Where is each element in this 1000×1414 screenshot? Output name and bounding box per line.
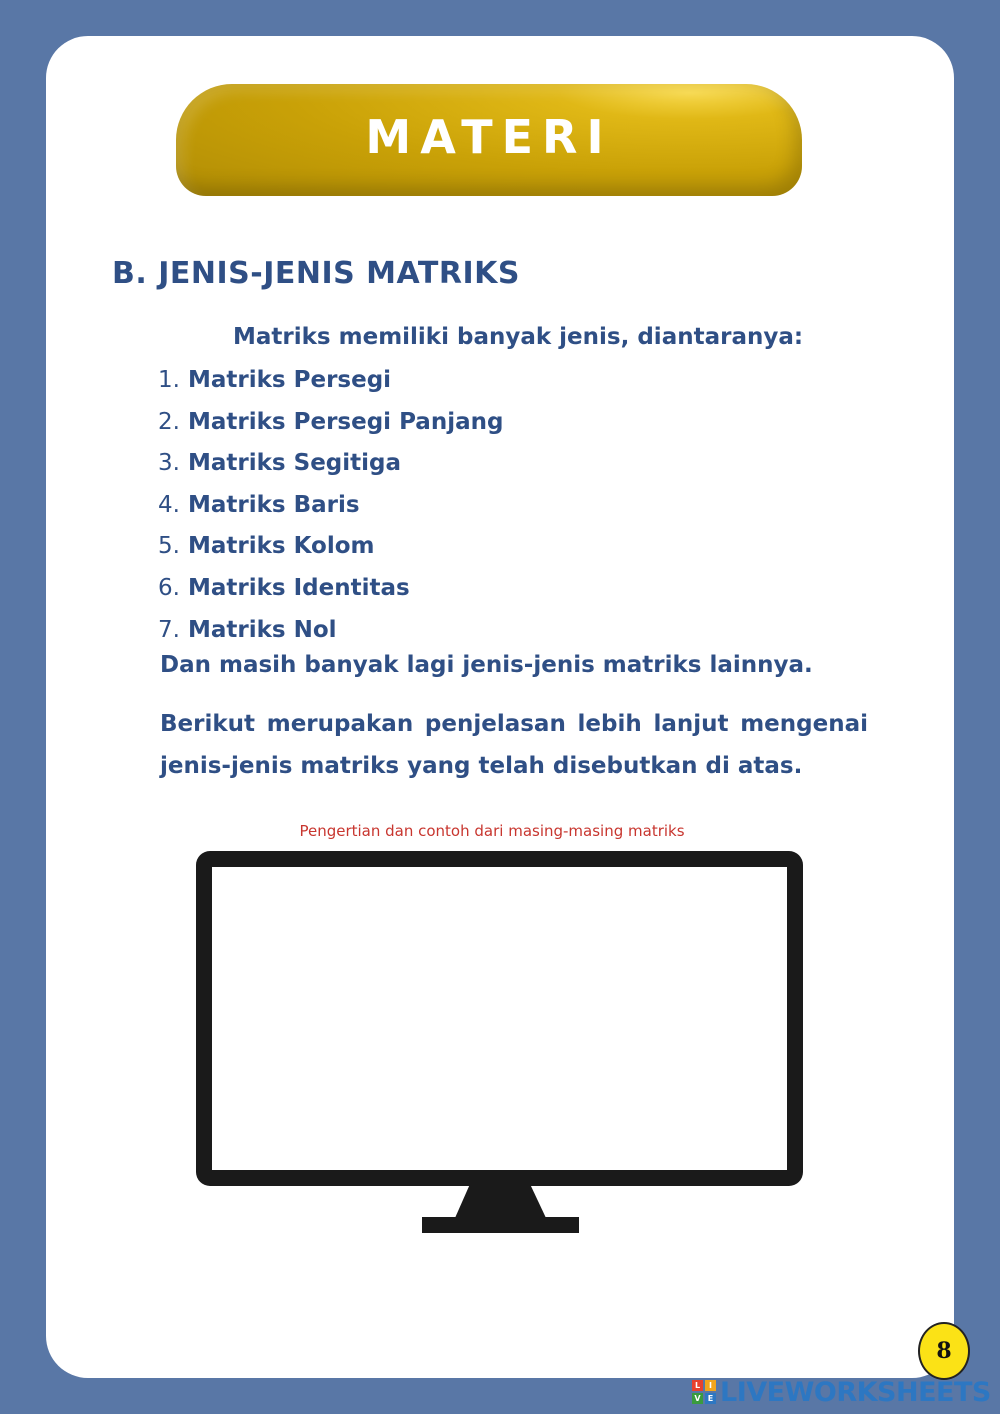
page-number-badge: 8: [918, 1322, 970, 1380]
list-label: Matriks Identitas: [188, 574, 410, 601]
monitor-stand-icon: [422, 1184, 579, 1234]
more-types-note: Dan masih banyak lagi jenis-jenis matriks lainnya.: [160, 652, 813, 678]
banner-title: MATERI: [365, 110, 613, 164]
liveworksheets-logo-icon: [692, 1380, 716, 1404]
list-number: 4.: [158, 491, 180, 518]
list-item: [158, 530, 503, 572]
monitor-screen[interactable]: [196, 851, 803, 1186]
matrix-types-list: [158, 364, 503, 655]
list-number: 3.: [158, 450, 180, 477]
list-item: [158, 406, 503, 448]
list-label: Matriks Persegi: [188, 367, 392, 393]
list-item: [158, 447, 503, 489]
logo-letter: I: [705, 1380, 716, 1391]
list-item: [158, 572, 503, 614]
list-label: Matriks Persegi Panjang: [188, 408, 504, 435]
section-heading: B. JENIS-JENIS MATRIKS: [112, 256, 520, 291]
liveworksheets-watermark[interactable]: [692, 1376, 991, 1408]
list-number: 5.: [158, 533, 180, 560]
list-label: Matriks Segitiga: [188, 450, 401, 477]
list-label: Matriks Kolom: [188, 533, 375, 560]
list-number: 1.: [158, 367, 180, 393]
list-item: [158, 614, 503, 656]
list-item: [158, 489, 503, 531]
watermark-text: LIVEWORKSHEETS: [720, 1376, 991, 1408]
list-item: [158, 364, 503, 406]
intro-text: Matriks memiliki banyak jenis, diantaranya:: [233, 324, 804, 350]
logo-letter: V: [692, 1393, 703, 1404]
list-number: 2.: [158, 408, 180, 435]
list-number: 6.: [158, 574, 180, 601]
logo-letter: E: [705, 1393, 716, 1404]
monitor-caption: Pengertian dan contoh dari masing-masing matriks: [299, 822, 685, 840]
list-label: Matriks Nol: [188, 616, 337, 643]
explanation-paragraph: Berikut merupakan penjelasan lebih lanjut mengenai jenis-jenis matriks yang telah disebutkan di atas.: [160, 711, 868, 779]
logo-letter: L: [692, 1380, 703, 1391]
list-number: 7.: [158, 616, 180, 643]
materi-banner: [176, 84, 802, 196]
list-label: Matriks Baris: [188, 491, 360, 518]
